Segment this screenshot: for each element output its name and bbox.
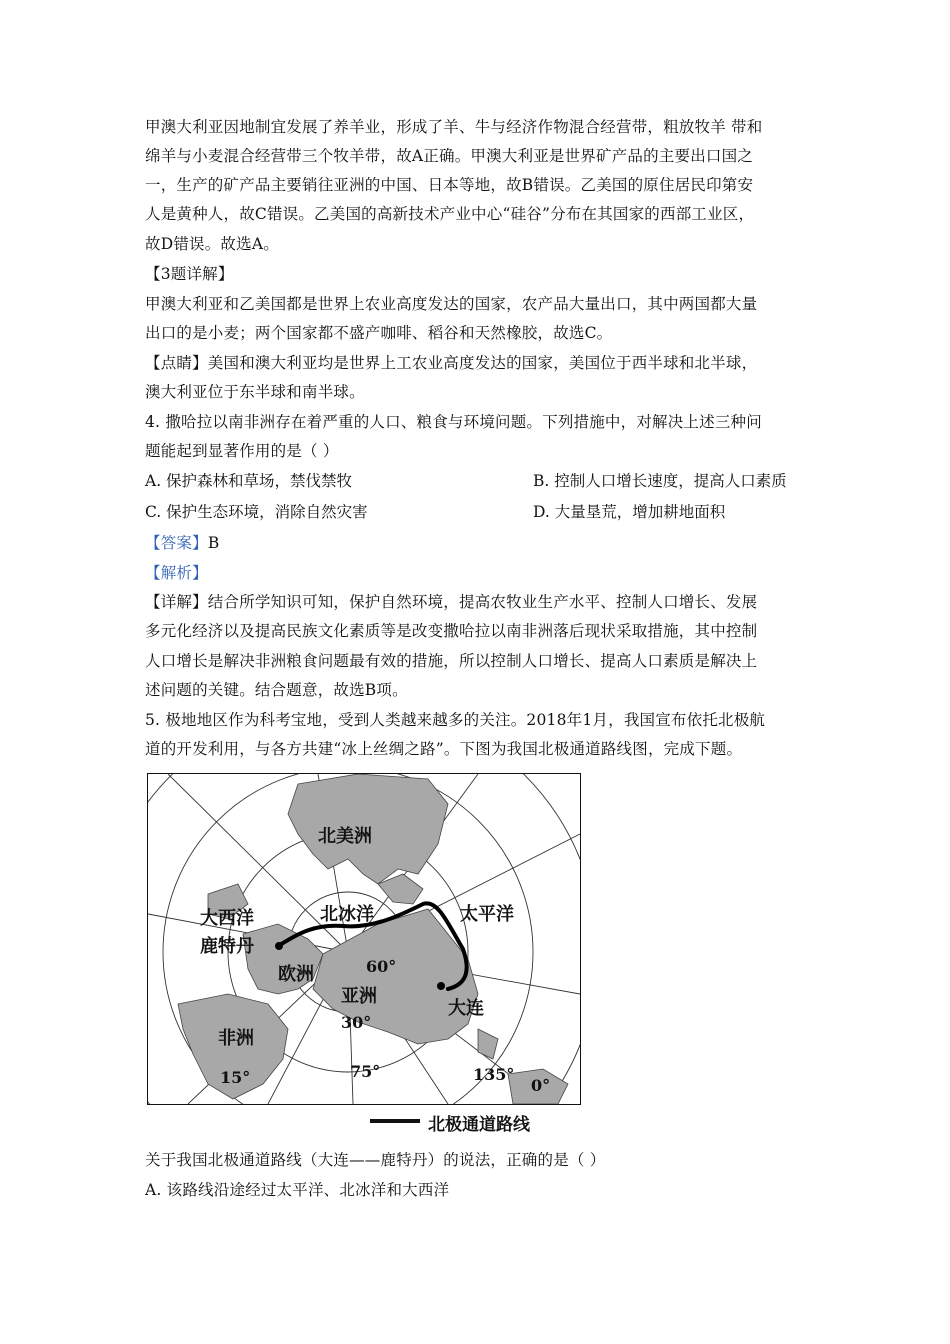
q2-paragraph-line: 甲澳大利亚因地制宜发展了养羊业，形成了羊、牛与经济作物混合经营带，粗放牧羊 带和 — [145, 118, 763, 136]
q2-paragraph-line: 绵羊与小麦混合经营带三个牧羊带，故A正确。甲澳大利亚是世界矿产品的主要出口国之 — [145, 147, 753, 165]
label-atlantic: 大西洋 — [200, 908, 254, 929]
southeast-asia-island — [478, 1029, 498, 1059]
q4-option-a: A. 保护森林和草场，禁伐禁牧 — [145, 472, 353, 490]
label-europe: 欧洲 — [278, 964, 314, 985]
q4-detail-line: 述问题的关键。结合题意，故选B项。 — [145, 681, 408, 699]
answer-label: 【答案】 — [145, 534, 208, 552]
label-lat-60: 60° — [366, 957, 397, 976]
rotterdam-marker — [275, 942, 283, 950]
q4-analysis-label: 【解析】 — [145, 564, 208, 582]
q4-stem-line: 题能起到显著作用的是（ ） — [145, 442, 339, 460]
q4-detail-line: 【详解】结合所学知识可知，保护自然环境，提高农牧业生产水平、控制人口增长、发展 — [145, 593, 758, 611]
q3-tip-line: 澳大利亚位于东半球和南半球。 — [145, 383, 365, 401]
q5-stem-line: 道的开发利用，与各方共建“冰上丝绸之路”。下图为我国北极通道路线图，完成下题。 — [145, 740, 743, 758]
q4-answer — [145, 533, 219, 553]
label-lon-135: 135° — [473, 1065, 515, 1084]
label-north-america: 北美洲 — [318, 826, 372, 847]
q4-option-c: C. 保护生态环境，消除自然灾害 — [145, 503, 368, 521]
label-rotterdam: 鹿特丹 — [200, 936, 254, 957]
legend-label: 北极通道路线 — [428, 1115, 530, 1135]
q5-question: 关于我国北极通道路线（大连——鹿特丹）的说法，正确的是（ ） — [145, 1151, 606, 1169]
q4-detail-line: 多元化经济以及提高民族文化素质等是改变撒哈拉以南非洲落后现状采取措施，其中控制 — [145, 622, 758, 640]
arctic-route-map — [147, 773, 581, 1105]
q2-paragraph-line: 人是黄种人，故C错误。乙美国的高新技术产业中心“硅谷”分布在其国家的西部工业区， — [145, 205, 755, 223]
label-dalian: 大连 — [448, 998, 484, 1019]
map-svg — [148, 774, 580, 1104]
q2-paragraph-line: 一，生产的矿产品主要销往亚洲的中国、日本等地，故B错误。乙美国的原住居民印第安 — [145, 176, 754, 194]
q4-detail-line: 人口增长是解决非洲粮食问题最有效的措施，所以控制人口增长、提高人口素质是解决上 — [145, 652, 758, 670]
q4-option-d: D. 大量垦荒，增加耕地面积 — [533, 503, 726, 521]
q5-stem-line: 5. 极地地区作为科考宝地，受到人类越来越多的关注。2018年1月，我国宣布依托北极航 — [145, 711, 766, 729]
label-pacific: 太平洋 — [460, 904, 514, 925]
q4-stem-line: 4. 撒哈拉以南非洲存在着严重的人口、粮食与环境问题。下列措施中，对解决上述三种问 — [145, 413, 762, 431]
legend-route-swatch — [370, 1119, 420, 1123]
q5-option-a: A. 该路线沿途经过太平洋、北冰洋和大西洋 — [145, 1181, 450, 1199]
q3-heading: 【3题详解】 — [145, 265, 234, 283]
q3-tip-line: 【点睛】美国和澳大利亚均是世界上工农业高度发达的国家，美国位于西半球和北半球， — [145, 354, 758, 372]
label-africa: 非洲 — [218, 1028, 254, 1049]
label-lat-30: 30° — [341, 1013, 372, 1032]
q3-detail-line: 甲澳大利亚和乙美国都是世界上农业高度发达的国家，农产品大量出口，其中两国都大量 — [145, 295, 758, 313]
q3-detail-line: 出口的是小麦；两个国家都不盛产咖啡、稻谷和天然橡胶，故选C。 — [145, 324, 613, 342]
label-lon-75: 75° — [350, 1062, 381, 1081]
label-lon-15: 15° — [220, 1068, 251, 1087]
label-arctic-ocean: 北冰洋 — [320, 904, 374, 925]
q4-option-b: B. 控制人口增长速度，提高人口素质 — [533, 472, 787, 490]
dalian-marker — [437, 982, 445, 990]
label-lat-0: 0° — [531, 1076, 551, 1095]
answer-value: B — [207, 534, 220, 552]
q2-paragraph-line: 故D错误。故选A。 — [145, 235, 279, 253]
label-asia: 亚洲 — [341, 986, 377, 1007]
